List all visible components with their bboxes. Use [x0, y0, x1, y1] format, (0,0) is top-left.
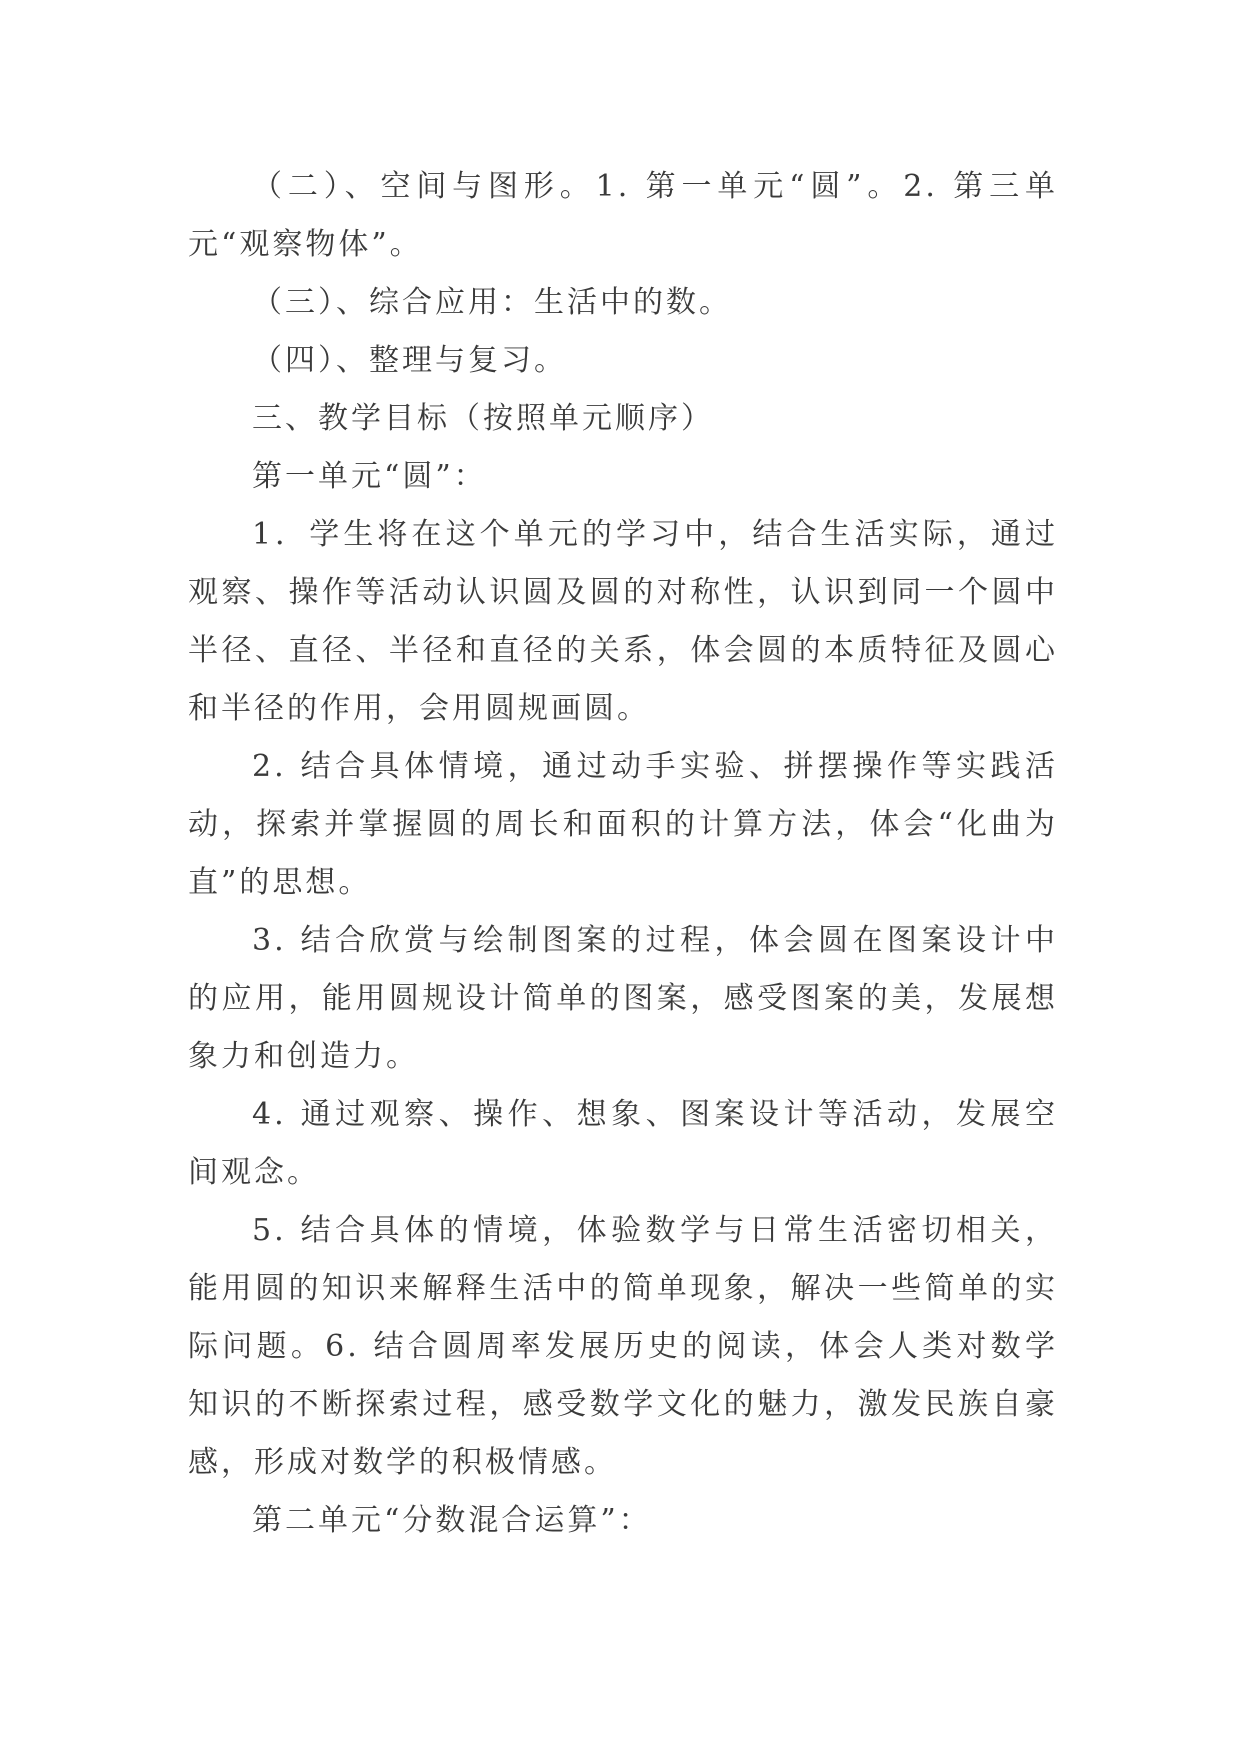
unit-heading-fraction-operations: 第二单元“分数混合运算”：	[252, 1503, 652, 1538]
paragraph-space-and-shapes: （二）、空间与图形。1. 第一单元“圆”。2. 第三单元“观察物体”。	[188, 169, 1058, 262]
goal-item-3: 3. 结合欣赏与绘制图案的过程，体会圆在图案设计中的应用，能用圆规设计简单的图案，感受图案的美，发展想象力和创造力。	[188, 923, 1058, 1074]
document-body	[188, 158, 1058, 1550]
goal-item-4: 4. 通过观察、操作、想象、图案设计等活动，发展空间观念。	[188, 1097, 1058, 1190]
unit-heading-circle: 第一单元“圆”：	[252, 459, 487, 494]
paragraph-comprehensive-application: （三）、综合应用：生活中的数。	[252, 285, 732, 320]
paragraph-review: （四）、整理与复习。	[252, 343, 567, 378]
goal-item-5-6: 5. 结合具体的情境，体验数学与日常生活密切相关，能用圆的知识来解释生活中的简单现象，解决一些简单的实际问题。6. 结合圆周率发展历史的阅读，体会人类对数学知识的不断探索过程，感受数学文化的魅力，激发民族自豪感，形成对数学的积极情感。	[188, 1213, 1058, 1480]
goal-item-1: 1．学生将在这个单元的学习中，结合生活实际，通过观察、操作等活动认识圆及圆的对称性，认识到同一个圆中半径、直径、半径和直径的关系，体会圆的本质特征及圆心和半径的作用，会用圆规画圆。	[188, 517, 1058, 726]
section-heading-teaching-goals: 三、教学目标（按照单元顺序）	[252, 401, 714, 436]
goal-item-2: 2. 结合具体情境，通过动手实验、拼摆操作等实践活动，探索并掌握圆的周长和面积的计算方法，体会“化曲为直”的思想。	[188, 749, 1058, 900]
